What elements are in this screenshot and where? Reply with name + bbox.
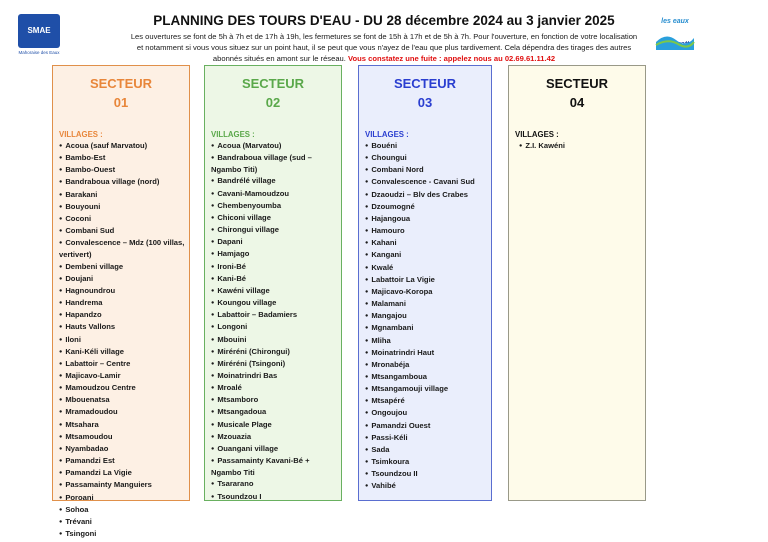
- sector-03-number: 03: [417, 95, 433, 110]
- leak-phone-notice: Vous constatez une fuite : appelez nous au 02.69.61.11.42: [348, 54, 556, 63]
- village-item: ● Bambo-Est: [59, 152, 185, 164]
- village-item: ● Vahibé: [365, 480, 487, 492]
- sector-03-villages-label: VILLAGES :: [365, 130, 409, 139]
- village-item: ● Moinatrindri Bas: [211, 370, 337, 382]
- sector-04-title-word: SECTEUR: [545, 76, 609, 91]
- village-item: ● Majicavo-Lamir: [59, 370, 185, 382]
- village-item: ● Passi-Kéli: [365, 432, 487, 444]
- sector-03-village-list: [359, 140, 491, 493]
- sector-02-title-word: SECTEUR: [241, 76, 305, 91]
- village-item: ● Bandraboua village (sud – Ngambo Titi): [211, 152, 337, 175]
- village-item: ● Cavani-Mamoudzou: [211, 188, 337, 200]
- village-item: ● Hamouro: [365, 225, 487, 237]
- village-item: ● Musicale Plage: [211, 419, 337, 431]
- sector-04-title: [509, 74, 645, 112]
- village-item: ● Hapandzo: [59, 309, 185, 321]
- village-item: ● Mangajou: [365, 310, 487, 322]
- village-item: ● Dzoumogné: [365, 201, 487, 213]
- village-item: ● Chembenyoumba: [211, 200, 337, 212]
- village-item: ● Chiconi village: [211, 212, 337, 224]
- sector-02-number: 02: [265, 95, 281, 110]
- village-item: ● Ironi-Bé: [211, 261, 337, 273]
- village-item: ● Combani Nord: [365, 164, 487, 176]
- village-item: ● Mtsamboro: [211, 394, 337, 406]
- village-item: ● Pamandzi Ouest: [365, 420, 487, 432]
- village-item: ● Mbouenatsa: [59, 394, 185, 406]
- village-item: ● Dembeni village: [59, 261, 185, 273]
- village-item: ● Acoua (Marvatou): [211, 140, 337, 152]
- village-item: ● Labattoir La Vigie: [365, 274, 487, 286]
- village-item: ● Pamandzi La Vigie: [59, 467, 185, 479]
- sector-02-village-list: [205, 140, 341, 503]
- sector-04-column: [508, 65, 646, 501]
- intro-text: [70, 31, 698, 64]
- village-item: ● Choungui: [365, 152, 487, 164]
- village-item: ● Acoua (sauf Marvatou): [59, 140, 185, 152]
- smae-logo-subtitle: Mahoraise des Eaux: [18, 50, 60, 55]
- village-item: ● Miréréni (Chirongui): [211, 346, 337, 358]
- village-item: ● Tsimkoura: [365, 456, 487, 468]
- intro-line-3-text: abonnés situés en amont sur le réseau.: [212, 54, 346, 63]
- village-item: ● Trévani: [59, 516, 185, 528]
- village-item: ● Bambo-Ouest: [59, 164, 185, 176]
- village-item: ● Passamainty Kavani-Bé + Ngambo Titi: [211, 455, 337, 478]
- village-item: ● Nyambadao: [59, 443, 185, 455]
- village-item: ● Labattoir – Badamiers: [211, 309, 337, 321]
- village-item: ● Labattoir – Centre: [59, 358, 185, 370]
- village-item: ● Doujani: [59, 273, 185, 285]
- village-item: ● Majicavo-Koropa: [365, 286, 487, 298]
- sector-01-column: [52, 65, 190, 538]
- village-item: ● Dapani: [211, 236, 337, 248]
- village-item: ● Poroani: [59, 492, 185, 504]
- village-item: ● Mbouini: [211, 334, 337, 346]
- sector-04-villages-label: VILLAGES :: [515, 130, 559, 139]
- sector-01-title-word: SECTEUR: [89, 76, 153, 91]
- village-item: ● Tsoundzou II: [365, 468, 487, 480]
- sector-04-village-list: [509, 140, 645, 152]
- village-item: ● Mzouazia: [211, 431, 337, 443]
- sector-01-number: 01: [113, 95, 129, 110]
- sector-01-title: [53, 74, 189, 112]
- village-item: ● Chirongui village: [211, 224, 337, 236]
- village-item: ● Kangani: [365, 249, 487, 261]
- smae-logo-mark: SMAE: [18, 14, 60, 48]
- sector-01-village-list: [53, 140, 189, 540]
- village-item: ● Mtsahara: [59, 419, 185, 431]
- village-item: ● Coconi: [59, 213, 185, 225]
- sector-02-villages-label: VILLAGES :: [211, 130, 255, 139]
- village-item: ● Kawéni village: [211, 285, 337, 297]
- village-item: ● Mtsangamboua: [365, 371, 487, 383]
- village-item: ● Kahani: [365, 237, 487, 249]
- village-item: ● Handrema: [59, 297, 185, 309]
- village-item: ● Miréréni (Tsingoni): [211, 358, 337, 370]
- intro-line-3: [70, 53, 698, 64]
- village-item: ● Barakani: [59, 189, 185, 201]
- village-item: ● Bouéni: [365, 140, 487, 152]
- sector-03-title-word: SECTEUR: [393, 76, 457, 91]
- sector-04-number: 04: [569, 95, 585, 110]
- village-item: ● Hagnoundrou: [59, 285, 185, 297]
- village-item: ● Sohoa: [59, 504, 185, 516]
- village-item: ● Hajangoua: [365, 213, 487, 225]
- intro-line-1: Les ouvertures se font de 5h à 7h et de 17h à 19h, les fermetures se font de 15h à 17h et de 5h à 7h. Pour l'ouverture, en fonction de votre localisation: [130, 32, 638, 41]
- village-item: ● Mtsangamouji village: [365, 383, 487, 395]
- village-item: ● Convalescence – Mdz (100 villas, vertivert): [59, 237, 185, 260]
- page-title: PLANNING DES TOURS D'EAU - DU 28 décembre 2024 au 3 janvier 2025: [153, 13, 615, 28]
- village-item: ● Koungou village: [211, 297, 337, 309]
- village-item: ● Ouangani village: [211, 443, 337, 455]
- village-item: ● Pamandzi Est: [59, 455, 185, 467]
- village-item: ● Tsingoni: [59, 528, 185, 540]
- village-item: ● Hauts Vallons: [59, 321, 185, 333]
- village-item: ● Kani-Kéli village: [59, 346, 185, 358]
- village-item: ● Mliha: [365, 335, 487, 347]
- village-item: ● Mtsamoudou: [59, 431, 185, 443]
- village-item: ● Mramadoudou: [59, 406, 185, 418]
- village-item: ● Mroalé: [211, 382, 337, 394]
- sector-01-villages-label: VILLAGES :: [59, 130, 103, 139]
- sector-02-column: [204, 65, 342, 501]
- village-item: ● Iloni: [59, 334, 185, 346]
- village-item: ● Malamani: [365, 298, 487, 310]
- village-item: ● Bouyouni: [59, 201, 185, 213]
- village-item: ● Convalescence - Cavani Sud: [365, 176, 487, 188]
- village-item: ● Ongoujou: [365, 407, 487, 419]
- village-item: ● Kani-Bé: [211, 273, 337, 285]
- village-item: ● Mtsangadoua: [211, 406, 337, 418]
- village-item: ● Mgnambani: [365, 322, 487, 334]
- village-item: ● Moinatrindri Haut: [365, 347, 487, 359]
- village-item: ● Mronabéja: [365, 359, 487, 371]
- intro-line-2: et notamment si vous vous situez sur un point haut, il se peut que vous n'ayez de l'eau que plus tardivement. Cela dépendra des tirages des autres: [136, 43, 632, 52]
- village-item: ● Sada: [365, 444, 487, 456]
- village-item: ● Bandraboua village (nord): [59, 176, 185, 188]
- village-item: ● Bandrélé village: [211, 175, 337, 187]
- village-item: ● Hamjago: [211, 248, 337, 260]
- village-item: ● Kwalé: [365, 262, 487, 274]
- village-item: ● Mtsapéré: [365, 395, 487, 407]
- village-item: ● Tsararano: [211, 478, 337, 490]
- sector-03-title: [359, 74, 491, 112]
- village-item: ● Dzaoudzi – Blv des Crabes: [365, 189, 487, 201]
- village-item: ● Tsoundzou I: [211, 491, 337, 503]
- eaux-logo-top-text: les eaux: [661, 18, 689, 25]
- village-item: ● Longoni: [211, 321, 337, 333]
- village-item: ● Mamoudzou Centre: [59, 382, 185, 394]
- village-item: ● Z.I. Kawéni: [519, 140, 641, 152]
- sector-02-title: [205, 74, 341, 112]
- sector-03-column: [358, 65, 492, 501]
- village-item: ● Passamainty Manguiers: [59, 479, 185, 491]
- village-item: ● Combani Sud: [59, 225, 185, 237]
